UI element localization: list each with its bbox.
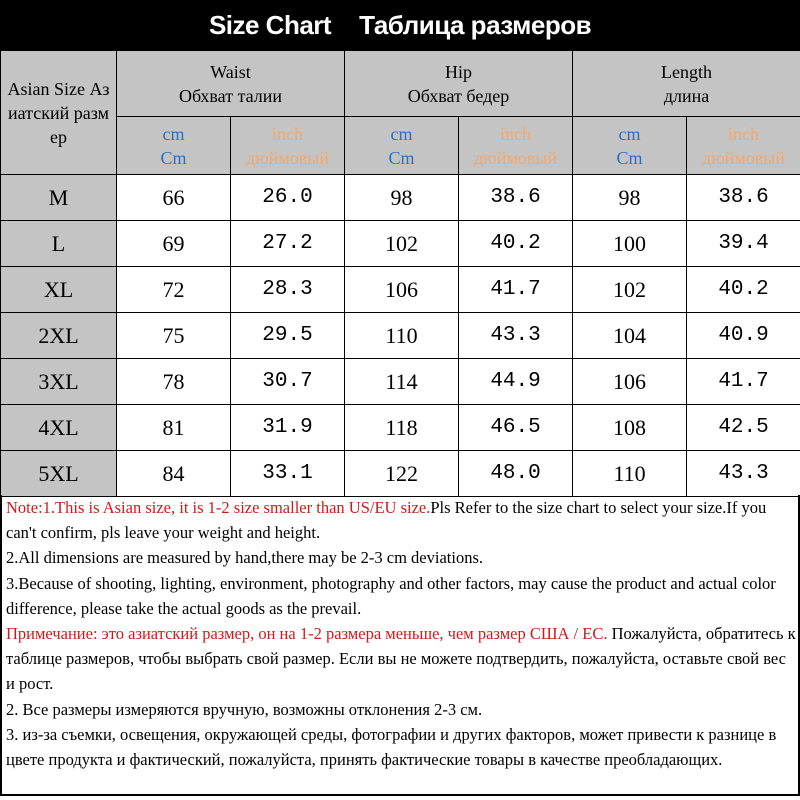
header-hip: Hip Обхват бедер — [345, 51, 573, 117]
length-inch: 40.9 — [687, 313, 800, 359]
hip-inch: 43.3 — [459, 313, 573, 359]
hip-cm: 118 — [345, 405, 459, 451]
length-inch: 42.5 — [687, 405, 800, 451]
unit-inch: inch дюймовый — [459, 117, 573, 175]
waist-cm: 84 — [117, 451, 231, 497]
length-inch: 38.6 — [687, 175, 800, 221]
waist-cm: 66 — [117, 175, 231, 221]
title-ru: Таблица размеров — [359, 9, 592, 40]
note-ru-1: Примечание: это азиатский размер, он на 1-2 размера меньше, чем размер США / ЕС. Пожалуйста, обратитесь к таблице размеров, чтобы выбрать свой размер. Если вы не можете подтвердить, пожалуйста, оставьте свой вес и рост. — [6, 624, 796, 694]
waist-inch: 29.5 — [231, 313, 345, 359]
size-label: L — [1, 221, 117, 267]
table-row — [1, 267, 800, 313]
hip-inch: 46.5 — [459, 405, 573, 451]
length-inch: 43.3 — [687, 451, 800, 497]
note-en-3: 3.Because of shooting, lighting, environment, photography and other factors, may cause the product and actual color difference, please take the actual goods as the prevail. — [6, 573, 776, 618]
table-row — [1, 451, 800, 497]
length-inch: 40.2 — [687, 267, 800, 313]
length-inch: 39.4 — [687, 221, 800, 267]
length-inch: 41.7 — [687, 359, 800, 405]
note-en-2: 2.All dimensions are measured by hand,there may be 2-3 cm deviations. — [6, 548, 483, 568]
length-cm: 104 — [573, 313, 687, 359]
hip-cm: 106 — [345, 267, 459, 313]
hip-cm: 98 — [345, 175, 459, 221]
title-en: Size Chart — [208, 9, 332, 40]
note-ru-3: 3. из-за съемки, освещения, окружающей среды, фотографии и других факторов, может привести к разнице в цвете продукта и фактический, пожалуйста, принять фактические товары в качестве прeобладающих. — [6, 724, 777, 770]
header-waist: Waist Обхват талии — [117, 51, 345, 117]
size-label: 5XL — [1, 451, 117, 497]
waist-cm: 78 — [117, 359, 231, 405]
length-cm: 102 — [573, 267, 687, 313]
waist-inch: 31.9 — [231, 405, 345, 451]
size-label: 4XL — [1, 405, 117, 451]
length-cm: 100 — [573, 221, 687, 267]
table-row — [1, 221, 800, 267]
notes-box — [0, 495, 800, 796]
waist-cm: 81 — [117, 405, 231, 451]
header-length: Length длина — [573, 51, 800, 117]
note-en-1: Note:1.This is Asian size, it is 1-2 size smaller than US/EU size.Pls Refer to the size chart to select your size.If you can't confirm, pls leave your weight and height. — [6, 498, 767, 543]
waist-inch: 27.2 — [231, 221, 345, 267]
hip-cm: 110 — [345, 313, 459, 359]
waist-cm: 72 — [117, 267, 231, 313]
title-bar — [0, 0, 800, 50]
length-cm: 106 — [573, 359, 687, 405]
header-size: Asian Size Азиатский размер — [1, 51, 117, 175]
table-row — [1, 405, 800, 451]
waist-inch: 28.3 — [231, 267, 345, 313]
size-label: 2XL — [1, 313, 117, 359]
note-ru-2: 2. Все размеры измеряются вручную, возможны отклонения 2-3 см. — [6, 699, 483, 719]
length-cm: 110 — [573, 451, 687, 497]
waist-inch: 33.1 — [231, 451, 345, 497]
size-label: XL — [1, 267, 117, 313]
hip-cm: 114 — [345, 359, 459, 405]
unit-cm: cm Cm — [117, 117, 231, 175]
length-cm: 108 — [573, 405, 687, 451]
table-row — [1, 359, 800, 405]
hip-inch: 38.6 — [459, 175, 573, 221]
hip-inch: 44.9 — [459, 359, 573, 405]
hip-cm: 122 — [345, 451, 459, 497]
hip-inch: 41.7 — [459, 267, 573, 313]
table-row — [1, 175, 800, 221]
hip-inch: 40.2 — [459, 221, 573, 267]
size-label: 3XL — [1, 359, 117, 405]
waist-inch: 26.0 — [231, 175, 345, 221]
hip-inch: 48.0 — [459, 451, 573, 497]
hip-cm: 102 — [345, 221, 459, 267]
unit-cm: cm Cm — [573, 117, 687, 175]
unit-inch: inch дюймовый — [231, 117, 345, 175]
waist-cm: 75 — [117, 313, 231, 359]
size-label: M — [1, 175, 117, 221]
unit-cm: cm Cm — [345, 117, 459, 175]
waist-inch: 30.7 — [231, 359, 345, 405]
table-row — [1, 313, 800, 359]
length-cm: 98 — [573, 175, 687, 221]
size-table — [0, 50, 800, 497]
unit-inch: inch дюймовый — [687, 117, 800, 175]
waist-cm: 69 — [117, 221, 231, 267]
